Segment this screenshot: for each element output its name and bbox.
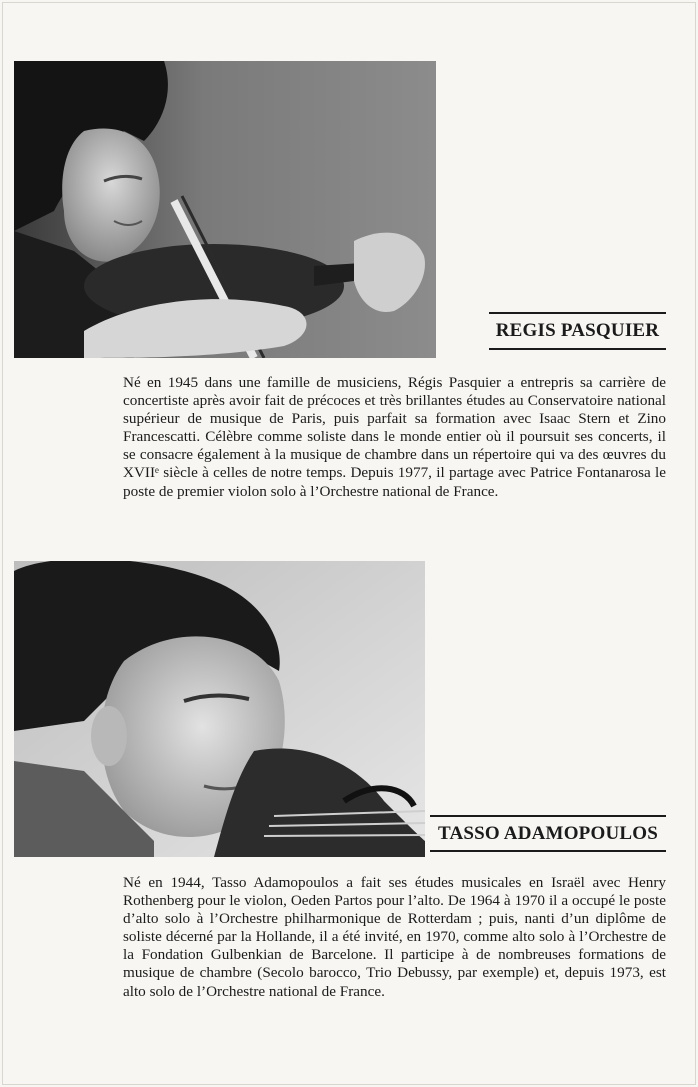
photo-regis-pasquier (14, 61, 436, 358)
performer-name-2: TASSO ADAMOPOULOS (430, 815, 666, 852)
performer-bio-2: Né en 1944, Tasso Adamopoulos a fait ses études musicales en Israël avec Henry Rothenberg pour le violon, Oeden Partos pour l’alto. De 1964 à 1970 il a occupé le poste d’alto solo à l’Orchestre philharmonique de Rotterdam ; puis, nanti d’un diplôme de soliste décerné par la Hollande, il a été invité, en 1970, comme alto solo à l’Orchestre de la Fondation Gulbenkian de Barcelone. Il participe à de nombreuses formations de musique de chambre (Secolo barocco, Trio Debussy, par exemple) et, depuis 1973, est alto solo de l’Orchestre national de France. (123, 874, 666, 1000)
performer-name-1: REGIS PASQUIER (489, 312, 666, 350)
performer-bio-1: Né en 1945 dans une famille de musiciens, Régis Pasquier a entrepris sa carrière de concertiste après avoir fait de précoces et très brillantes études au Conservatoire national supérieur de musique de Paris, puis parfait sa formation avec Isaac Stern et Zino Francescatti. Célèbre comme soliste dans le monde entier où il poursuit ses concerts, il se consacre également à la musique de chambre dans un répertoire qui va des œuvres du XVIIᵉ siècle à celles de notre temps. Depuis 1977, il partage avec Patrice Fontanarosa le poste de premier violon solo à l’Orchestre national de France. (123, 374, 666, 500)
photo-tasso-adamopoulos (14, 561, 425, 857)
